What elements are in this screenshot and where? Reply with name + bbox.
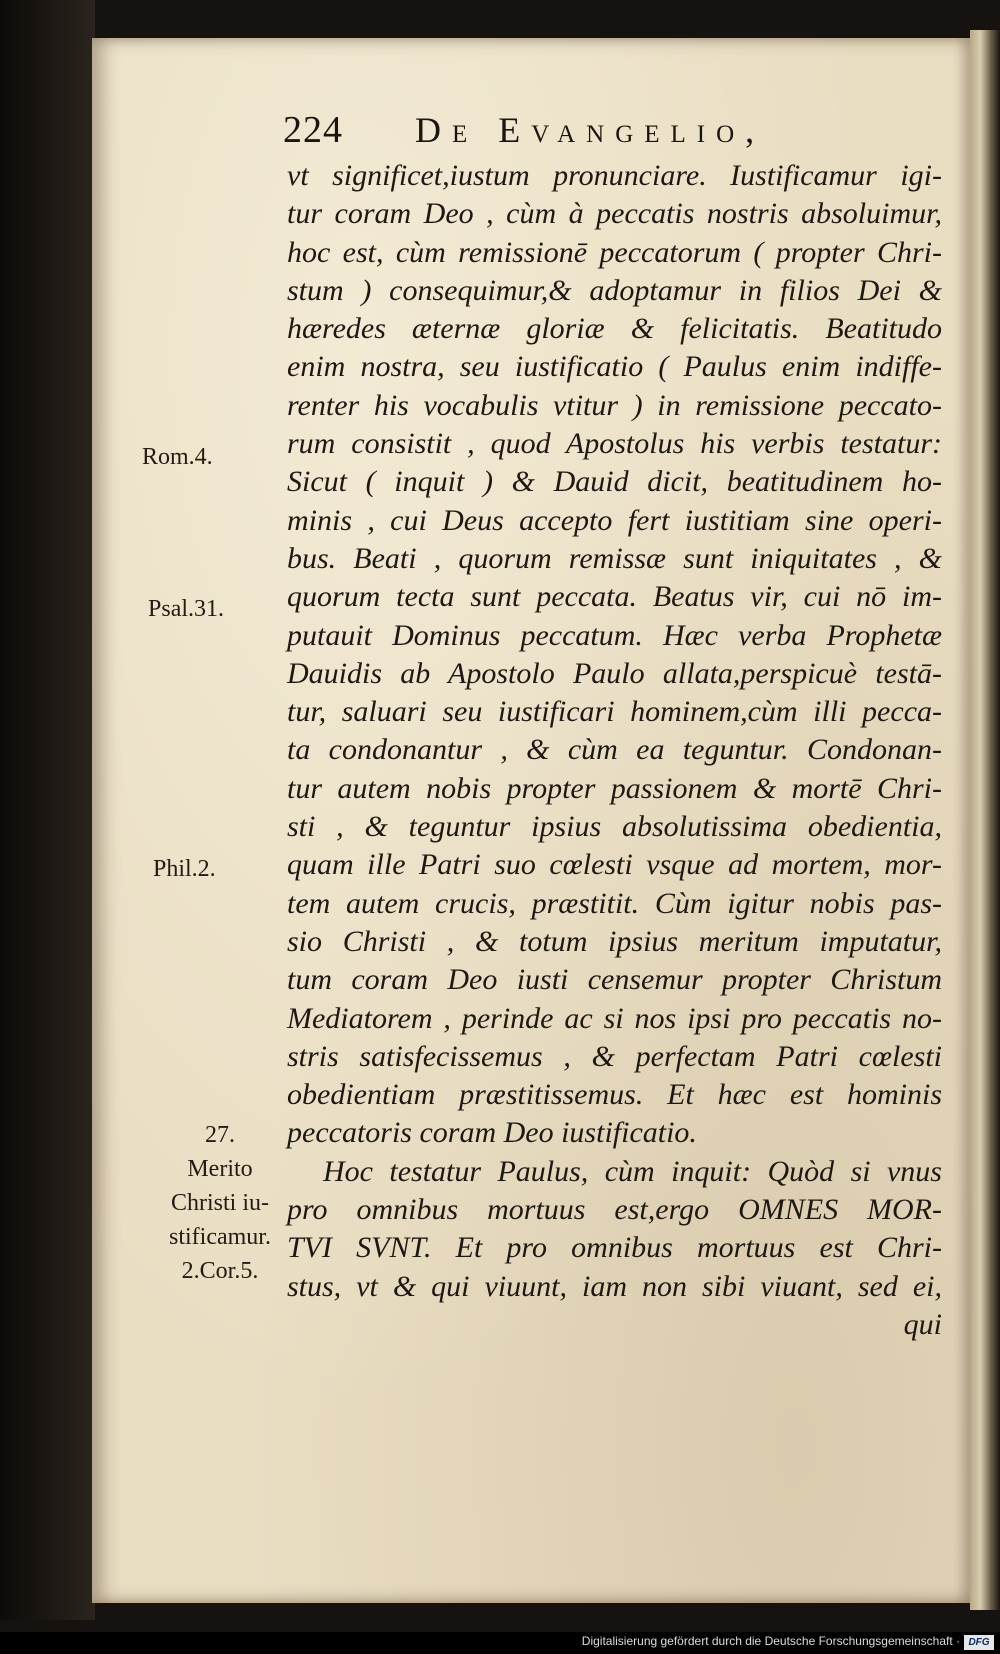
text-line: peccatoris coram Deo iustificatio. [287,1116,697,1150]
text-line: Mediatorem , perinde ac si nos ipsi pro peccatis no- [287,1001,942,1035]
text-line: tem autem crucis, præstitit. Cùm igitur nobis pas- [287,886,942,920]
digitization-footer [0,1632,1000,1654]
text-line: tur autem nobis propter passionem & mortē Chri- [287,771,942,805]
page-header [283,108,765,152]
page-number: 224 [283,109,343,151]
text-line: Dauidis ab Apostolo Paulo allata,perspicuè testā- [287,656,942,690]
margin-note-cor: 2.Cor.5. [181,1258,259,1284]
text-line: quam ille Patri suo cœlesti vsque ad mortem, mor- [287,848,942,882]
text-line: tum coram Deo iusti censemur propter Christum [287,963,942,997]
section-title-line: Merito [187,1156,253,1182]
margin-note-psal: Psal.31. [148,596,225,622]
text-line: sti , & teguntur ipsius absolutissima obedientia, [287,810,942,844]
margin-section-note [150,1118,290,1288]
margin-note-rom: Rom.4. [142,444,213,470]
book-fore-edge [970,30,1000,1610]
catchword: qui [903,1307,942,1341]
text-line: putauit Dominus peccatum. Hæc verba Prophetæ [287,618,942,652]
text-line: pro omnibus mortuus est,ergo OMNES MOR- [287,1193,942,1227]
funding-credit: Digitalisierung gefördert durch die Deutsche Forschungsgemeinschaft · [581,1634,960,1648]
section-number: 27. [205,1122,235,1148]
dfg-logo: DFG [964,1635,994,1650]
text-line: stris satisfecissemus , & perfectam Patri cœlesti [287,1039,942,1073]
text-line: stum ) consequimur,& adoptamur in filios Dei & [287,273,942,307]
text-line: stus, vt & qui viuunt, iam non sibi viuant, sed ei, [287,1269,942,1303]
text-line: renter his vocabulis vtitur ) in remissione peccato- [287,388,942,422]
text-line: bus. Beati , quorum remissæ sunt iniquitates , & [287,541,942,575]
text-line: obedientiam præstitissemus. Et hæc est hominis [287,1078,942,1112]
text-line: ta condonantur , & cùm ea teguntur. Condonan- [287,733,942,767]
text-line: vt significet,iustum pronunciare. Iustificamur igi- [287,159,942,192]
text-line: quorum tecta sunt peccata. Beatus vir, cui nō im- [287,580,942,614]
margin-note-phil: Phil.2. [153,856,216,882]
section-title-line: stificamur. [169,1224,271,1250]
section-title-line: Christi iu- [170,1190,269,1216]
text-line: hoc est, cùm remissionē peccatorum ( propter Chri- [287,235,942,269]
text-line: Sicut ( inquit ) & Dauid dicit, beatitudinem ho- [287,465,942,499]
body-text [287,157,942,1344]
book-gutter-shadow [0,0,95,1620]
running-title: De Evangelio, [415,110,766,150]
text-line: sio Christi , & totum ipsius meritum imputatur, [287,924,942,958]
text-line: hæredes æternæ gloriæ & felicitatis. Beatitudo [287,312,942,346]
text-line: rum consistit , quod Apostolus his verbis testatur: [287,427,942,461]
text-line: TVI SVNT. Et pro omnibus mortuus est Chri- [287,1231,942,1265]
text-line: Hoc testatur Paulus, cùm inquit: Quòd si vnus [323,1154,942,1188]
text-line: enim nostra, seu iustificatio ( Paulus enim indiffe- [287,350,942,384]
text-line: tur coram Deo , cùm à peccatis nostris absoluimur, [287,197,942,231]
text-line: tur, saluari seu iustificari hominem,cùm illi pecca- [287,695,942,729]
text-line: minis , cui Deus accepto fert iustitiam sine operi- [287,503,942,537]
